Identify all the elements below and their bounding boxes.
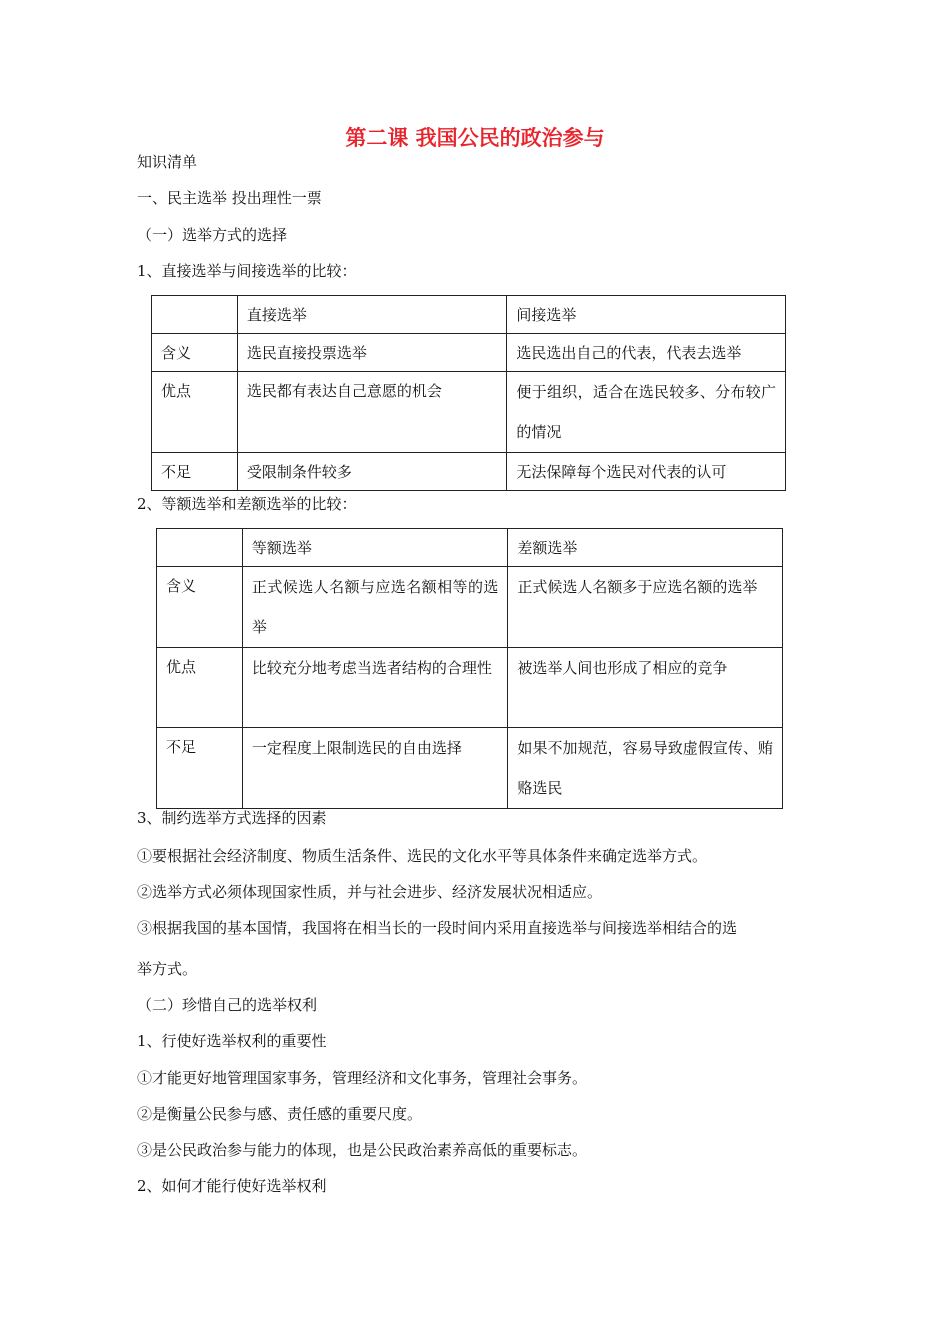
page-title: 第二课 我国公民的政治参与 xyxy=(345,126,605,150)
table-cell xyxy=(157,529,243,567)
table-cell: 受限制条件较多 xyxy=(237,453,507,491)
table-row-label: 含义 xyxy=(157,567,243,648)
factor-item-3-line1: ③根据我国的基本国情，我国将在相当长的一段时间内采用直接选举与间接选举相结合的选 xyxy=(137,919,738,937)
table-header-cell: 直接选举 xyxy=(237,296,507,334)
table-cell: 被选举人间也形成了相应的竞争 xyxy=(508,648,783,728)
table-header-cell: 间接选举 xyxy=(507,296,786,334)
importance-item-2: ②是衡量公民参与感、责任感的重要尺度。 xyxy=(137,1105,423,1123)
factor-item-2: ②选举方式必须体现国家性质，并与社会进步、经济发展状况相适应。 xyxy=(137,883,603,901)
table-row xyxy=(152,453,786,491)
knowledge-heading: 知识清单 xyxy=(137,153,198,171)
table-cell: 一定程度上限制选民的自由选择 xyxy=(242,728,508,809)
table-row-label: 含义 xyxy=(152,334,238,372)
importance-item-3: ③是公民政治参与能力的体现，也是公民政治素养高低的重要标志。 xyxy=(137,1141,588,1159)
table-cell: 选民直接投票选举 xyxy=(237,334,507,372)
comparison-table-direct-indirect xyxy=(151,295,786,491)
table-cell: 比较充分地考虑当选者结构的合理性 xyxy=(242,648,508,728)
question-heading-4: 1、行使好选举权利的重要性 xyxy=(137,1032,327,1050)
comparison-table-equal-competitive xyxy=(156,528,783,809)
question-heading-3: 3、制约选举方式选择的因素 xyxy=(137,809,327,827)
question-heading-2: 2、等额选举和差额选举的比较： xyxy=(137,495,357,513)
table-cell: 正式候选人名额多于应选名额的选举 xyxy=(508,567,783,648)
table-row xyxy=(157,529,783,567)
table-row xyxy=(152,296,786,334)
table-row-label: 优点 xyxy=(157,648,243,728)
table-row-label: 不足 xyxy=(157,728,243,809)
section-heading-1: 一、民主选举 投出理性一票 xyxy=(137,189,322,207)
factor-item-1: ①要根据社会经济制度、物质生活条件、选民的文化水平等具体条件来确定选举方式。 xyxy=(137,847,708,865)
table-cell: 无法保障每个选民对代表的认可 xyxy=(507,453,786,491)
table-row-label: 优点 xyxy=(152,372,238,453)
question-heading-5: 2、如何才能行使好选举权利 xyxy=(137,1177,327,1195)
subsection-heading-1: （一）选举方式的选择 xyxy=(137,226,288,244)
table-header-cell: 等额选举 xyxy=(242,529,508,567)
question-heading-1: 1、直接选举与间接选举的比较： xyxy=(137,262,357,280)
table-cell: 正式候选人名额与应选名额相等的选举 xyxy=(242,567,508,648)
factor-item-3-line2: 举方式。 xyxy=(137,960,198,978)
table-cell xyxy=(152,296,238,334)
table-header-cell: 差额选举 xyxy=(508,529,783,567)
table-row xyxy=(152,334,786,372)
table-row xyxy=(157,728,783,809)
table-cell: 选民都有表达自己意愿的机会 xyxy=(237,372,507,453)
table-row xyxy=(157,567,783,648)
table-cell: 选民选出自己的代表，代表去选举 xyxy=(507,334,786,372)
subsection-heading-2: （二）珍惜自己的选举权利 xyxy=(137,996,318,1014)
table-row xyxy=(157,648,783,728)
table-cell: 如果不加规范，容易导致虚假宣传、贿赂选民 xyxy=(508,728,783,809)
importance-item-1: ①才能更好地管理国家事务，管理经济和文化事务，管理社会事务。 xyxy=(137,1069,588,1087)
table-cell: 便于组织，适合在选民较多、分布较广的情况 xyxy=(507,372,786,453)
table-row-label: 不足 xyxy=(152,453,238,491)
table-row xyxy=(152,372,786,453)
